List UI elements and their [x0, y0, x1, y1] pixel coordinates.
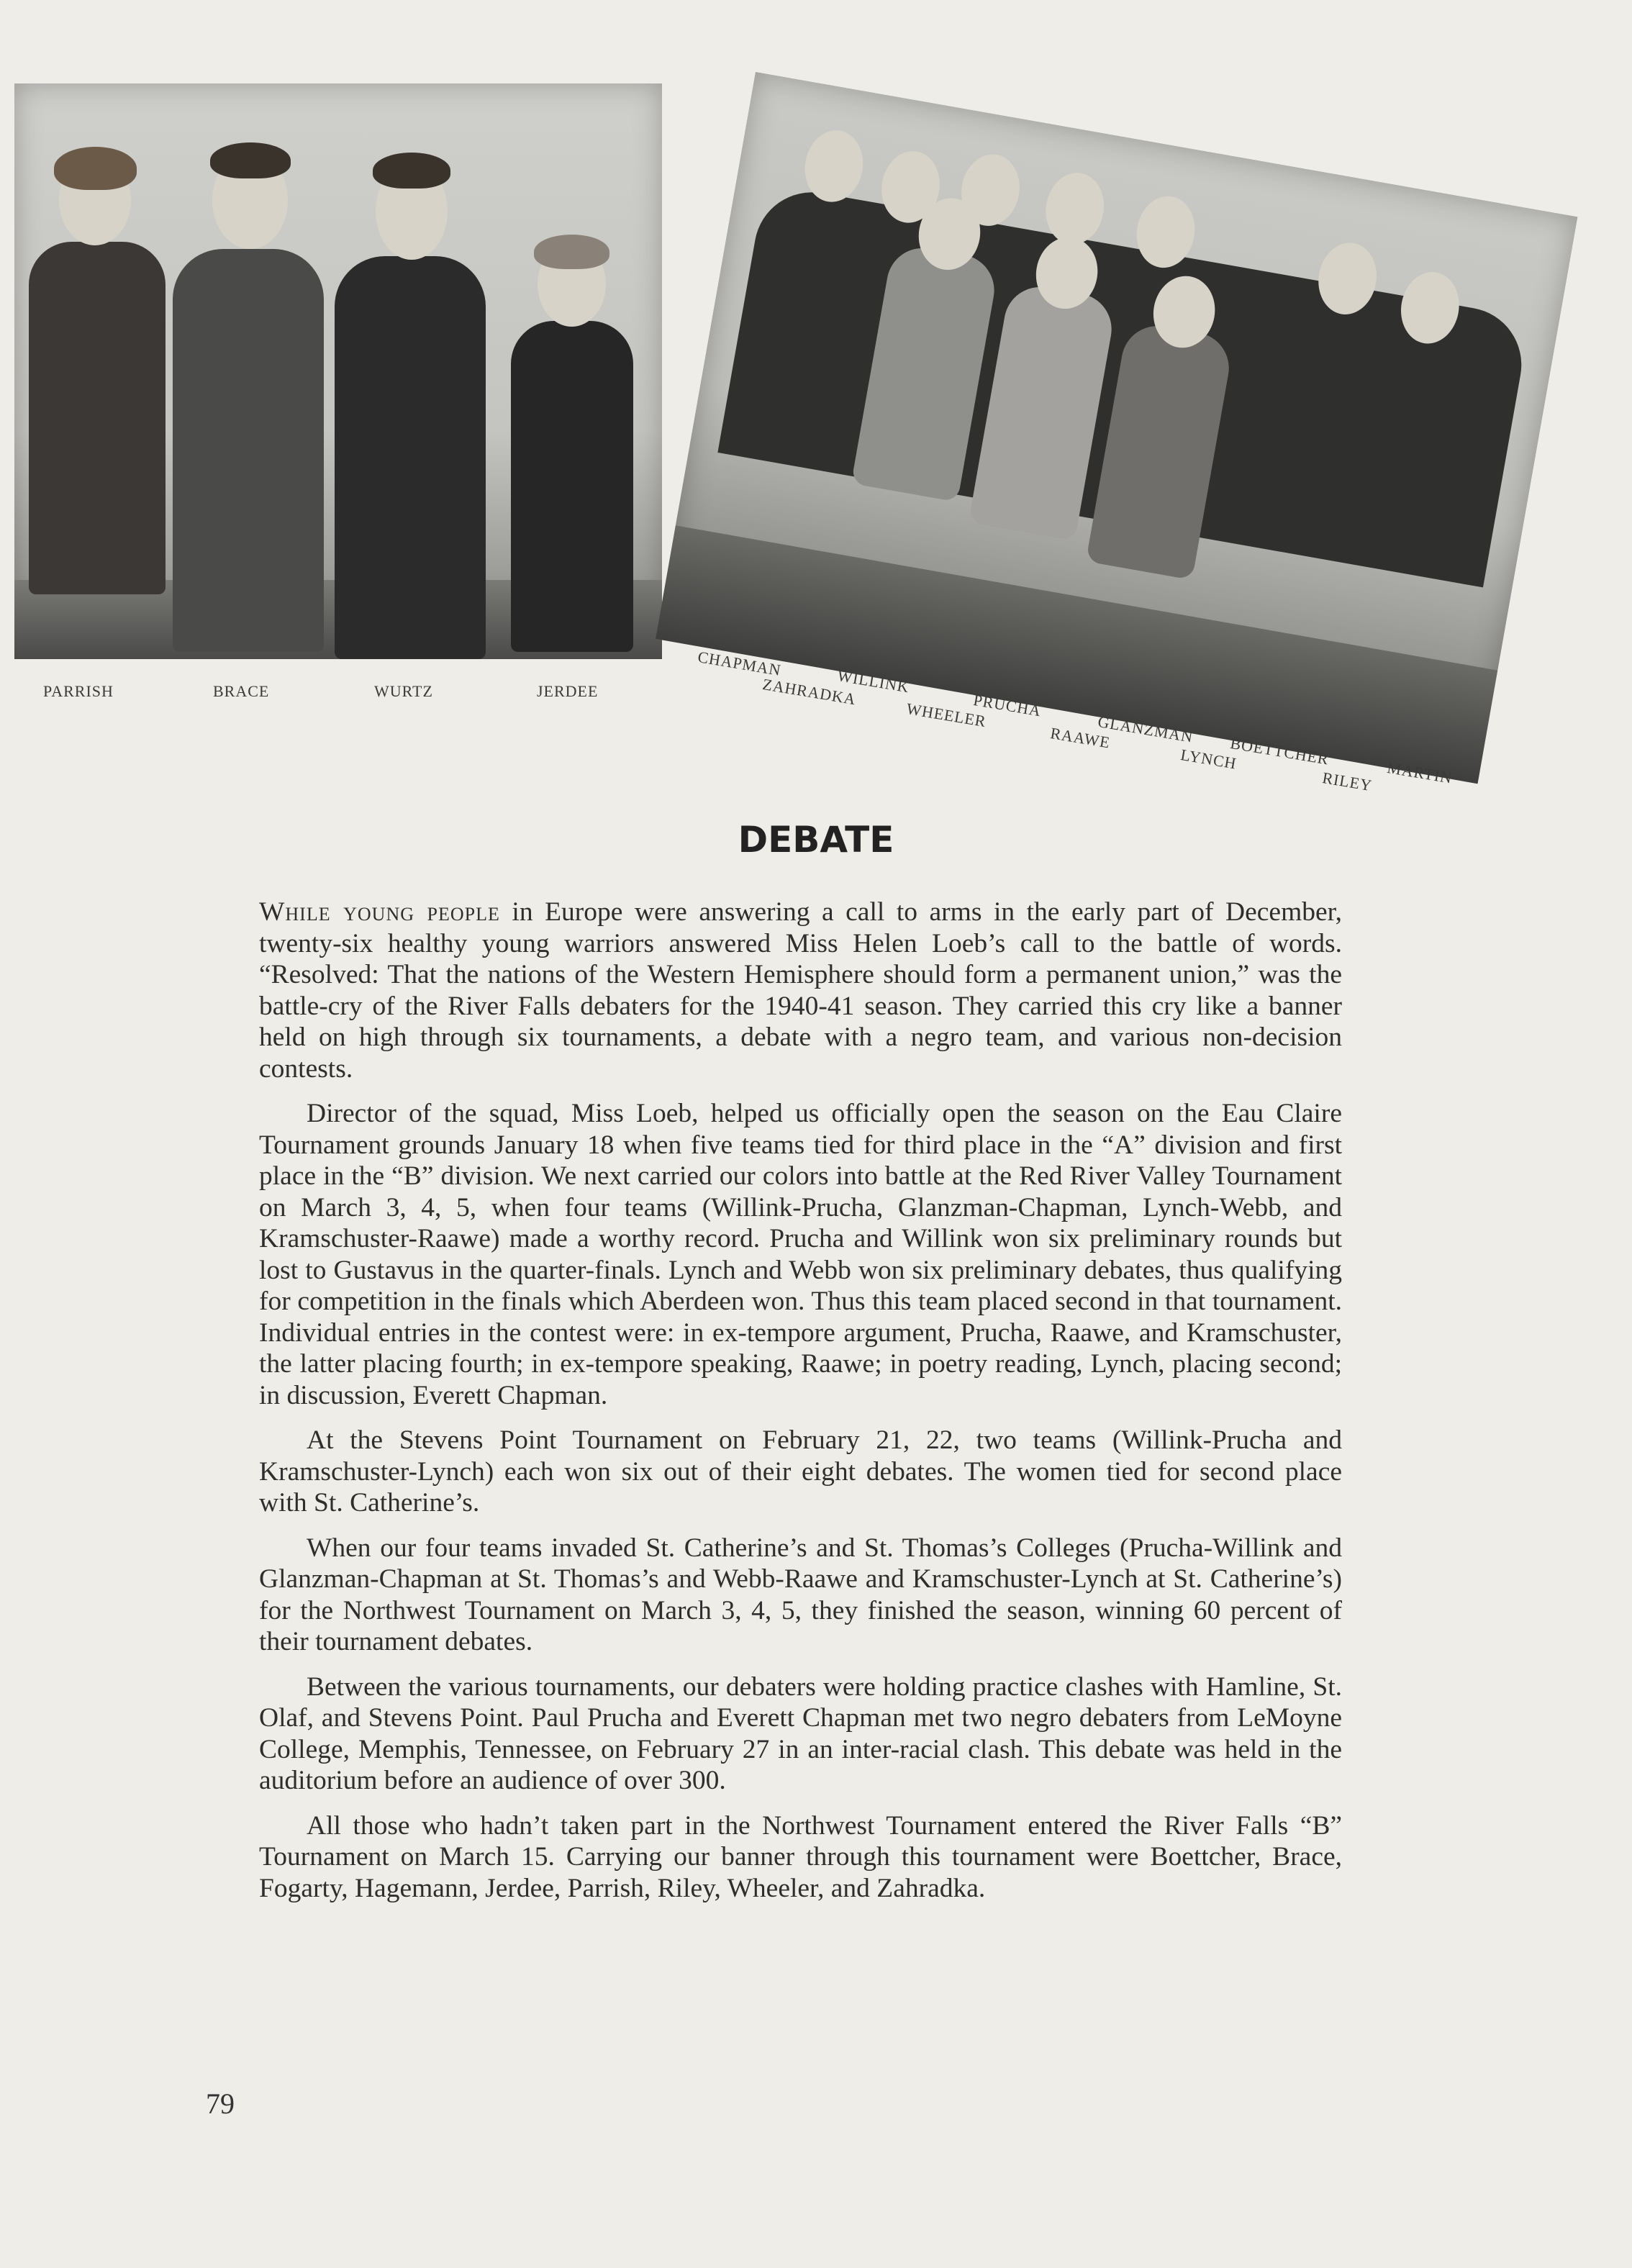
paragraph-5: Between the various tournaments, our debaters were holding practice clashes with Hamline, St. Olaf, and Stevens Point. Paul Prucha and Everett Chapman met two negro debaters from LeMoyne College, Memphis, Tennessee, on February 27 in an inter-racial clash. This debate was held in the auditorium before an audience of over 300.: [259, 1671, 1342, 1795]
group-photo-four-people: [14, 83, 662, 659]
caption-wheeler: WHEELER: [905, 699, 988, 731]
caption-willink: WILLINK: [835, 666, 911, 697]
paragraph-2: Director of the squad, Miss Loeb, helped us officially open the season on the Eau Claire Tournament grounds January 18 when five teams tied for third place in the “A” division and first place in the “B” division. We next carried our colors into battle at the Red River Valley Tournament on March 3, 4, 5, when four teams (Willink-Prucha, Glanzman-Chapman, Lynch-Webb, and Kramschuster-Raawe) made a worthy record. Prucha and Willink won six preliminary rounds but lost to Gustavus in the quarter-finals. Lynch and Webb won six preliminary debates, thus qualifying for competition in the finals which Aberdeen won. Thus this team placed second in that tournament. Individual entries in the contest were: in ex-tempore argument, Prucha, Raawe, and Kramschuster, the latter placing fourth; in ex-tempore speaking, Raawe; in poetry reading, Lynch, placing second; in discussion, Everett Chapman.: [259, 1099, 1342, 1410]
figure-parrish: [29, 242, 166, 594]
figure-brace: [173, 249, 324, 652]
section-heading: DEBATE: [738, 819, 894, 861]
caption-prucha: PRUCHA: [971, 691, 1043, 720]
left-photo-captions: [14, 682, 662, 711]
group-photo-eleven-people: [656, 72, 1577, 784]
figure-jerdee: [511, 321, 633, 652]
caption-jerdee: JERDEE: [537, 682, 599, 700]
hair-jerdee: [534, 235, 609, 269]
caption-boettcher: BOETTCHER: [1228, 734, 1330, 768]
paragraph-lead-in: While young people: [259, 897, 500, 927]
page-number: 79: [206, 2087, 235, 2120]
caption-wurtz: WURTZ: [374, 682, 433, 700]
caption-brace: BRACE: [213, 682, 270, 700]
hair-wurtz: [373, 153, 450, 189]
hair-parrish: [54, 147, 137, 190]
paragraph-6: All those who hadn’t taken part in the Northwest Tournament entered the River Falls “B” Tournament on March 15. Carrying our banner through this tournament were Boettcher, Brace, Fogarty, Hagemann, Jerdee, Parrish, Riley, Wheeler, and Zahradka.: [259, 1810, 1342, 1903]
caption-glanzman: GLANZMAN: [1096, 712, 1195, 746]
caption-riley: RILEY: [1320, 768, 1374, 795]
paragraph-1-text: in Europe were answering a call to arms in the early part of December, twenty-six healthy young warriors answered Miss Helen Loeb’s call to the battle of words. “Resolved: That the nations of the Western Hemisphere should form a permanent union,” was the battle-cry of the River Falls debaters for the 1940-41 season. They carried this cry like a banner held on high through six tournaments, a debate with a negro team, and various non-decision contests.: [259, 897, 1342, 1084]
caption-raawe: RAAWE: [1048, 724, 1112, 752]
figure-wurtz: [335, 256, 486, 659]
paragraph-3: At the Stevens Point Tournament on February 21, 22, two teams (Willink-Prucha and Kramschuster-Lynch) each won six out of their eight debates. The women tied for second place with St. Catherine’s.: [259, 1425, 1342, 1518]
caption-chapman: CHAPMAN: [696, 648, 783, 679]
caption-martin: MARTIN: [1385, 758, 1454, 787]
hair-brace: [210, 142, 291, 178]
paragraph-4: When our four teams invaded St. Catherine’s and St. Thomas’s Colleges (Prucha-Willink and Glanzman-Chapman at St. Thomas’s and Webb-Raawe and Kramschuster-Lynch at St. Catherine’s) for the Northwest Tournament on March 3, 4, 5, they finished the season, winning 60 percent of their tournament debates.: [259, 1533, 1342, 1656]
paragraph-1: [259, 897, 1342, 1084]
article-body: [259, 897, 1342, 1918]
caption-lynch: LYNCH: [1179, 745, 1238, 773]
caption-zahradka: ZAHRADKA: [761, 675, 858, 709]
caption-parrish: PARRISH: [43, 682, 114, 700]
